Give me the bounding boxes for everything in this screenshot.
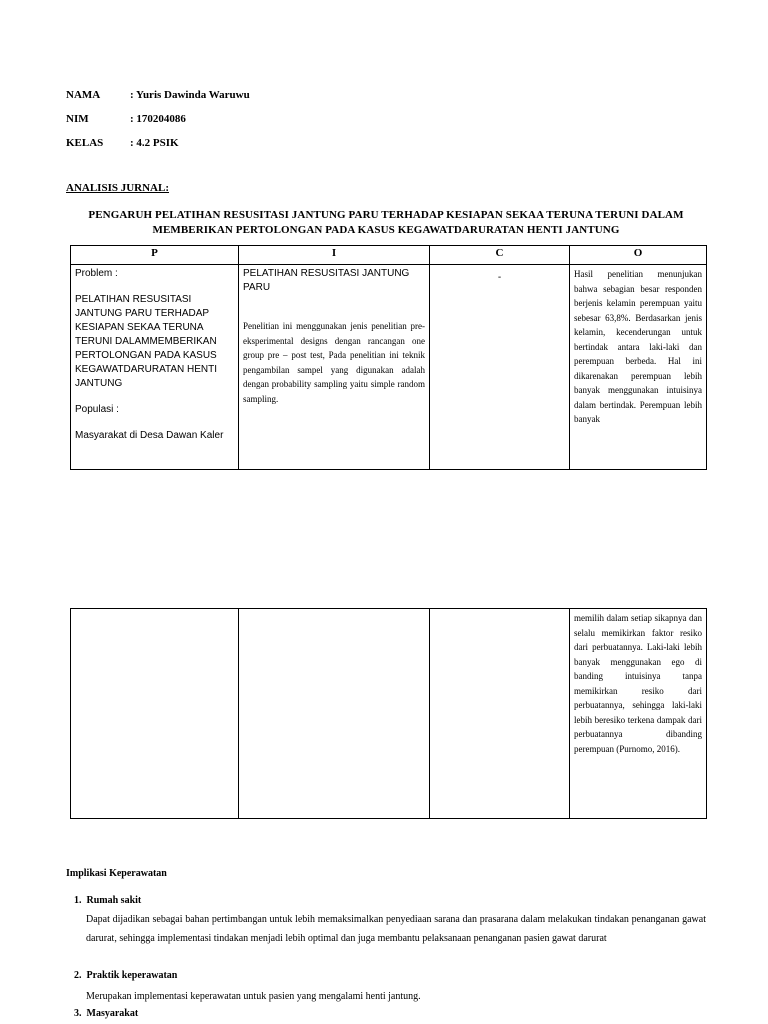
implikasi-item-3-title: Masyarakat <box>86 1008 139 1019</box>
pico-table-continued <box>70 608 707 819</box>
nim-row <box>66 113 186 125</box>
cell-i <box>239 265 430 470</box>
header-c: C <box>430 246 570 265</box>
outcome-part-1: Hasil penelitian menunjukan bahwa sebagian besar responden berjenis kelamin perempuan yaitu sebesar 63,8%. Berdasarkan jenis kelamin, kecenderungan untuk bertindak antara laki-laki dan perempuan berbeda. Hal ini dikarenakan perempuan lebih banyak menggunakan intuisinya dalam bertindak. Perempuan lebih banyak <box>574 269 702 424</box>
header-p: P <box>71 246 239 265</box>
cell-p-continued <box>71 609 239 819</box>
problem-label: Problem : <box>75 268 118 279</box>
header-i: I <box>239 246 430 265</box>
journal-title-line-2: MEMBERIKAN PERTOLONGAN PADA KASUS KEGAWATDARURATAN HENTI JANTUNG <box>152 224 620 236</box>
intervention-title: PELATIHAN RESUSITASI JANTUNG PARU <box>243 268 410 293</box>
cell-p <box>71 265 239 470</box>
outcome-part-2: memilih dalam setiap sikapnya dan selalu memikirkan faktor resiko dari perbuatannya. Laki-laki lebih banyak menggunakan ego di banding intuisinya tanpa memikirkan resiko dari perbuatannya, sehingga laki-laki lebih beresiko terkena dampak dari perbuatannya dibanding perempuan (Purnomo, 2016). <box>574 613 702 754</box>
nama-row <box>66 89 250 101</box>
implikasi-item-2 <box>74 970 177 981</box>
kelas-value: : 4.2 PSIK <box>130 137 179 149</box>
populasi-text: Masyarakat di Desa Dawan Kaler <box>75 430 224 441</box>
kelas-label: KELAS <box>66 137 104 149</box>
implikasi-item-1 <box>74 895 141 906</box>
implikasi-item-1-num: 1. <box>74 895 82 906</box>
cell-c-continued <box>430 609 570 819</box>
comparison-value: - <box>497 272 502 283</box>
journal-title-line-1: PENGARUH PELATIHAN RESUSITASI JANTUNG PARU TERHADAP KESIAPAN SEKAA TERUNA TERUNI DALAM <box>88 209 684 221</box>
pico-table <box>70 245 707 470</box>
implikasi-heading: Implikasi Keperawatan <box>66 868 167 879</box>
implikasi-item-2-num: 2. <box>74 970 82 981</box>
cell-o <box>570 265 707 470</box>
nama-label: NAMA <box>66 89 101 101</box>
analysis-heading: ANALISIS JURNAL: <box>66 182 169 194</box>
nim-label: NIM <box>66 113 89 125</box>
implikasi-item-1-text: Dapat dijadikan sebagai bahan pertimbangan untuk lebih memaksimalkan penyediaan sarana dan prasarana dalam melakukan tindakan penanganan gawat darurat, sehingga implementasi tindakan menjadi lebih optimal dan juga membantu pelaksanaan penanganan pasien gawat darurat <box>86 914 706 944</box>
intervention-desc: Penelitian ini menggunakan jenis penelitian pre-eksperimental designs dengan rancangan one group pre – post test, Pada penelitian ini teknik pengambilan sampel yang digunakan adalah dengan probability sampling yaitu simple random sampling. <box>243 321 425 404</box>
implikasi-item-3-num: 3. <box>74 1008 82 1019</box>
kelas-row <box>66 137 179 149</box>
cell-i-continued <box>239 609 430 819</box>
implikasi-item-2-title: Praktik keperawatan <box>86 970 178 981</box>
cell-c <box>430 265 570 470</box>
cell-o-continued <box>570 609 707 819</box>
problem-text: PELATIHAN RESUSITASI JANTUNG PARU TERHADAP KESIAPAN SEKAA TERUNA TERUNI DALAMMEMBERIKAN PERTOLONGAN PADA KASUS KEGAWATDARURATAN HENTI JANTUNG <box>75 294 218 389</box>
implikasi-item-1-title: Rumah sakit <box>86 895 142 906</box>
implikasi-item-3 <box>74 1008 138 1019</box>
nama-value: : Yuris Dawinda Waruwu <box>130 89 250 101</box>
header-o: O <box>570 246 707 265</box>
nim-value: : 170204086 <box>130 113 186 125</box>
populasi-label: Populasi : <box>75 404 119 415</box>
journal-title <box>66 208 706 238</box>
implikasi-item-2-text: Merupakan implementasi keperawatan untuk pasien yang mengalami henti jantung. <box>86 991 421 1002</box>
